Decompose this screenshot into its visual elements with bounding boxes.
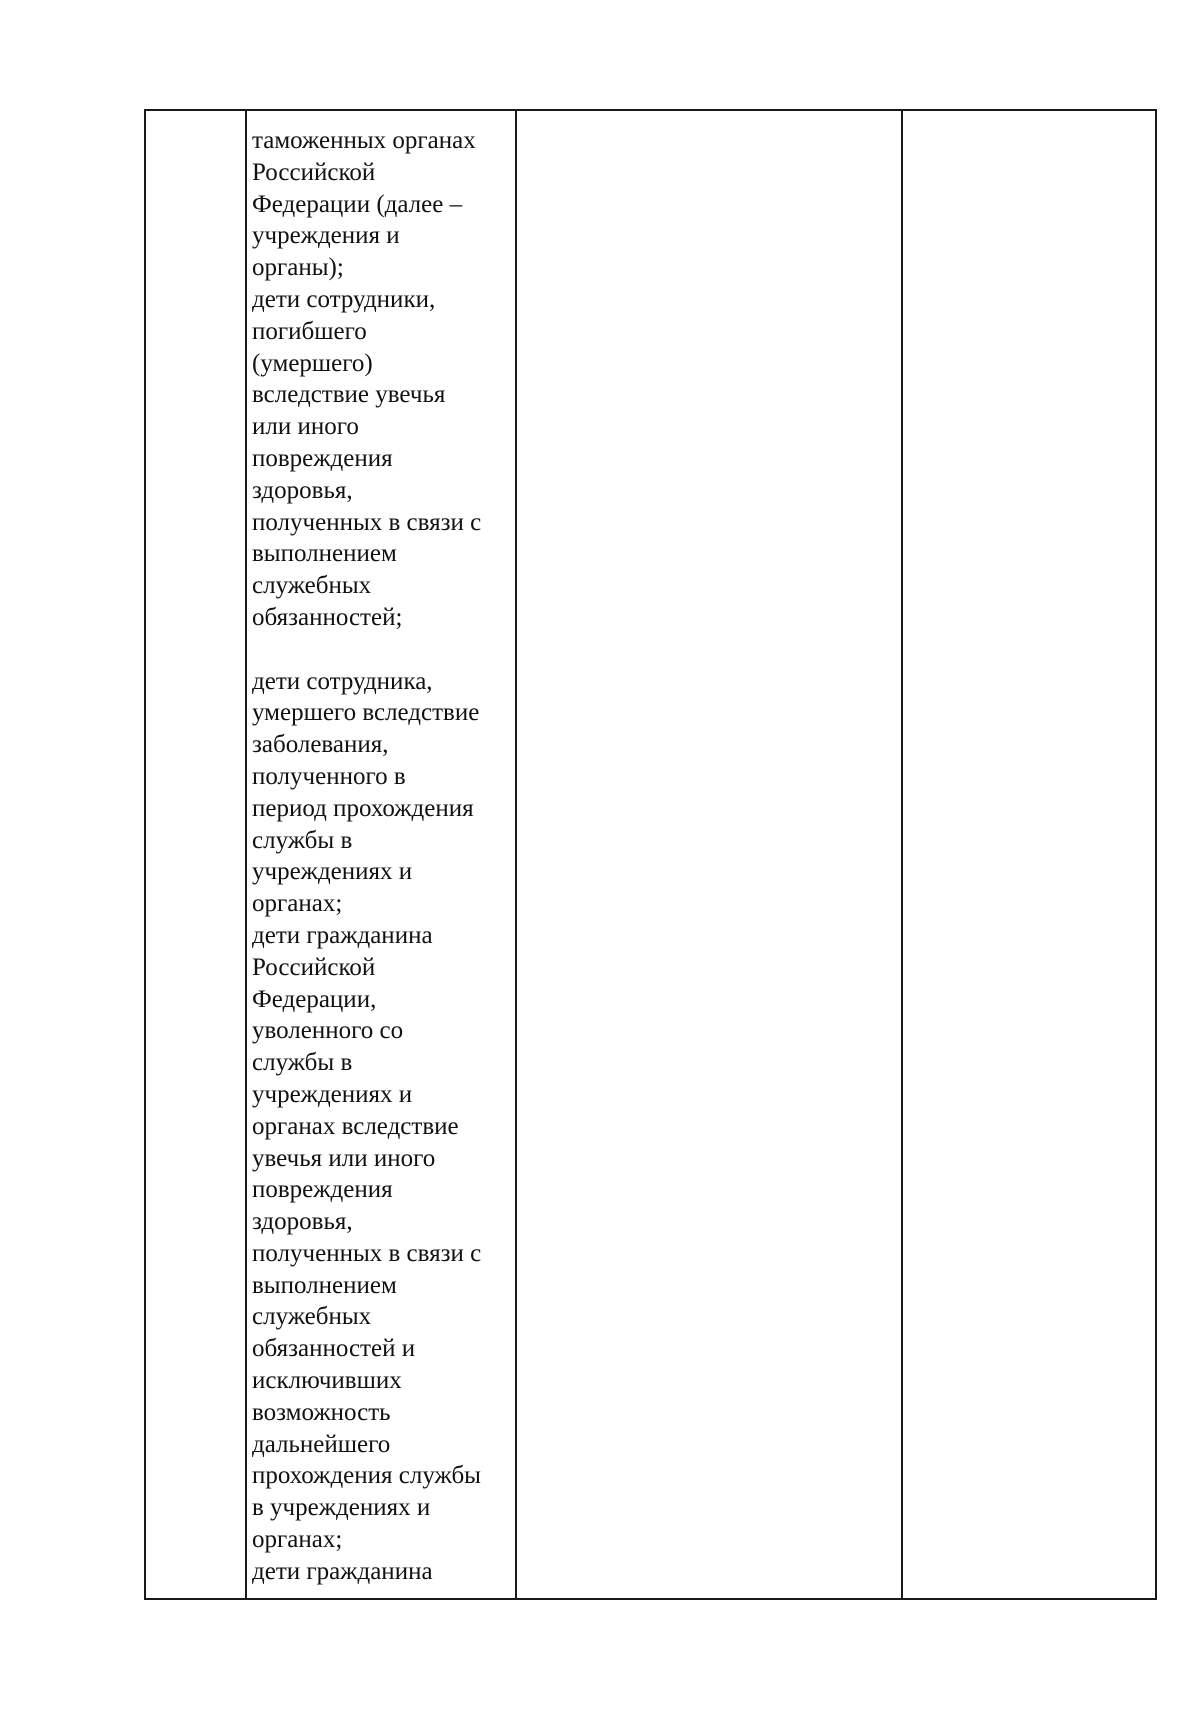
table-column-3: [517, 111, 903, 1598]
table-column-2: [247, 111, 517, 1598]
table-column-4: [903, 111, 1155, 1598]
document-table: [144, 109, 1157, 1600]
table-column-1: [146, 111, 247, 1598]
eligible-categories-text: таможенных органах Российской Федерации (далее – учреждения и органы); дети сотрудники, погибшего (умершего) вследствие увечья или иного повреждения здоровья, полученных в связи с выполнением служебных обязанностей; дети сотрудника, умершего вследствие заболевания, полученного в период прохождения службы в учреждениях и органах; дети гражданина Российской Федерации, уволенного со службы в учреждениях и органах вследствие увечья или иного повреждения здоровья, полученных в связи с выполнением служебных обязанностей и исключивших возможность дальнейшего прохождения службы в учреждениях и органах; дети гражданина: [252, 127, 482, 1585]
